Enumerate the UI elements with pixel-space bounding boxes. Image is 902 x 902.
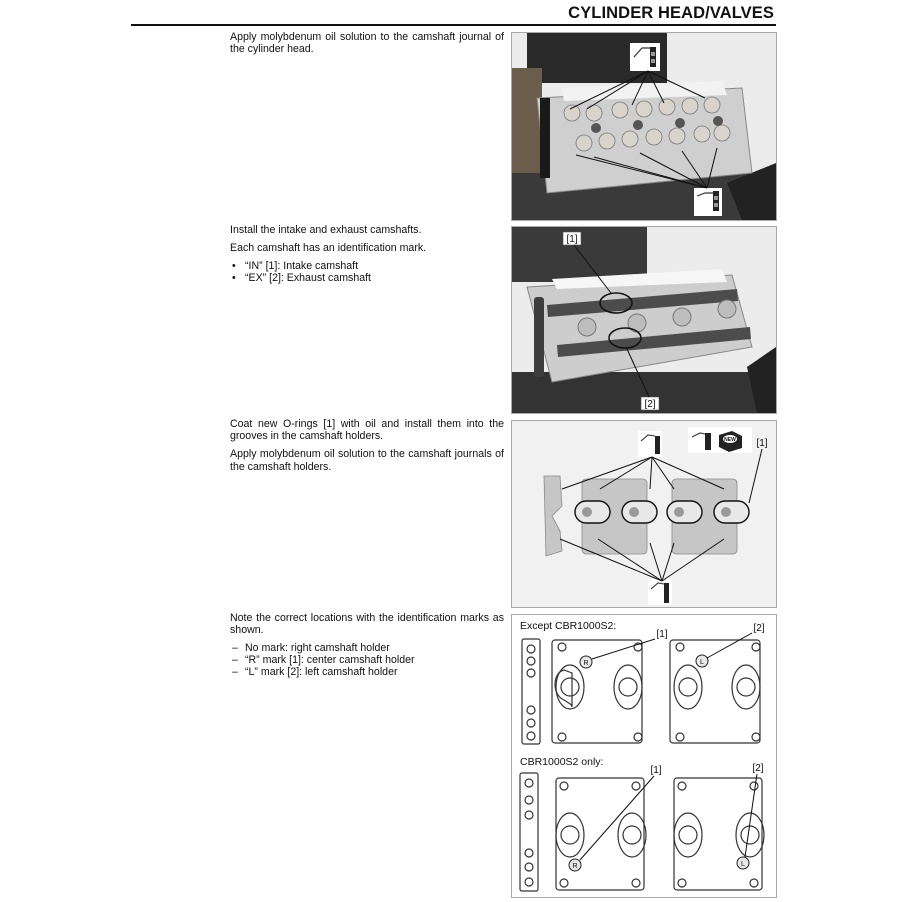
list-item: – No mark: right camshaft holder bbox=[232, 642, 390, 655]
paragraph: Each camshaft has an identification mark. bbox=[230, 242, 427, 255]
figure-camshaft-holders-orings bbox=[511, 420, 777, 608]
callout-2: [2] bbox=[752, 763, 764, 774]
callout-1: [1] bbox=[756, 438, 768, 449]
bullet-list bbox=[230, 260, 504, 284]
figure-holder-identification-marks bbox=[511, 614, 777, 898]
mark-l: L bbox=[700, 659, 704, 666]
paragraph: Install the intake and exhaust camshafts. bbox=[230, 224, 422, 236]
cylinder-head-photo bbox=[512, 33, 776, 220]
panel-2-caption: CBR1000S2 only: bbox=[520, 756, 604, 768]
bullet-item: • “IN” [1]: Intake camshaft bbox=[232, 260, 359, 273]
bullet-item: • “EX” [2]: Exhaust camshaft bbox=[232, 272, 371, 285]
callout-1: [1] bbox=[650, 765, 662, 776]
camshaft-photo bbox=[512, 227, 776, 413]
dash-list bbox=[230, 642, 504, 678]
mark-l: L bbox=[741, 861, 745, 868]
callout-2: [2] bbox=[753, 623, 765, 634]
holder-marks-drawing bbox=[512, 615, 776, 897]
svg-text:NEW: NEW bbox=[724, 437, 736, 443]
header-rule bbox=[131, 24, 776, 26]
list-item: – “R” mark [1]: center camshaft holder bbox=[232, 654, 415, 667]
figure-camshaft-installation bbox=[511, 226, 777, 414]
section-3-text bbox=[230, 418, 504, 479]
section-1-text bbox=[230, 31, 504, 61]
paragraph: Note the correct locations with the identification marks as shown. bbox=[230, 612, 504, 637]
list-item: – “L” mark [2]: left camshaft holder bbox=[232, 666, 398, 679]
mark-r: R bbox=[583, 660, 589, 667]
section-4-text bbox=[230, 612, 504, 678]
figure-cylinder-head-journals bbox=[511, 32, 777, 221]
paragraph: Coat new O-rings [1] with oil and install them into the grooves in the camshaft holders. bbox=[230, 418, 504, 443]
callout-1: [1] bbox=[656, 629, 668, 640]
callout-1: [1] bbox=[566, 234, 578, 245]
page-header-title: CYLINDER HEAD/VALVES bbox=[568, 4, 774, 22]
section-2-text bbox=[230, 224, 504, 284]
camshaft-holders-photo bbox=[512, 421, 776, 607]
mark-r: R bbox=[572, 863, 578, 870]
callout-2: [2] bbox=[644, 399, 656, 410]
panel-1-caption: Except CBR1000S2: bbox=[520, 620, 617, 632]
paragraph: Apply molybdenum oil solution to the camshaft journals of the camshaft holders. bbox=[230, 448, 504, 473]
paragraph: Apply molybdenum oil solution to the camshaft journal of the cylinder head. bbox=[230, 31, 504, 56]
